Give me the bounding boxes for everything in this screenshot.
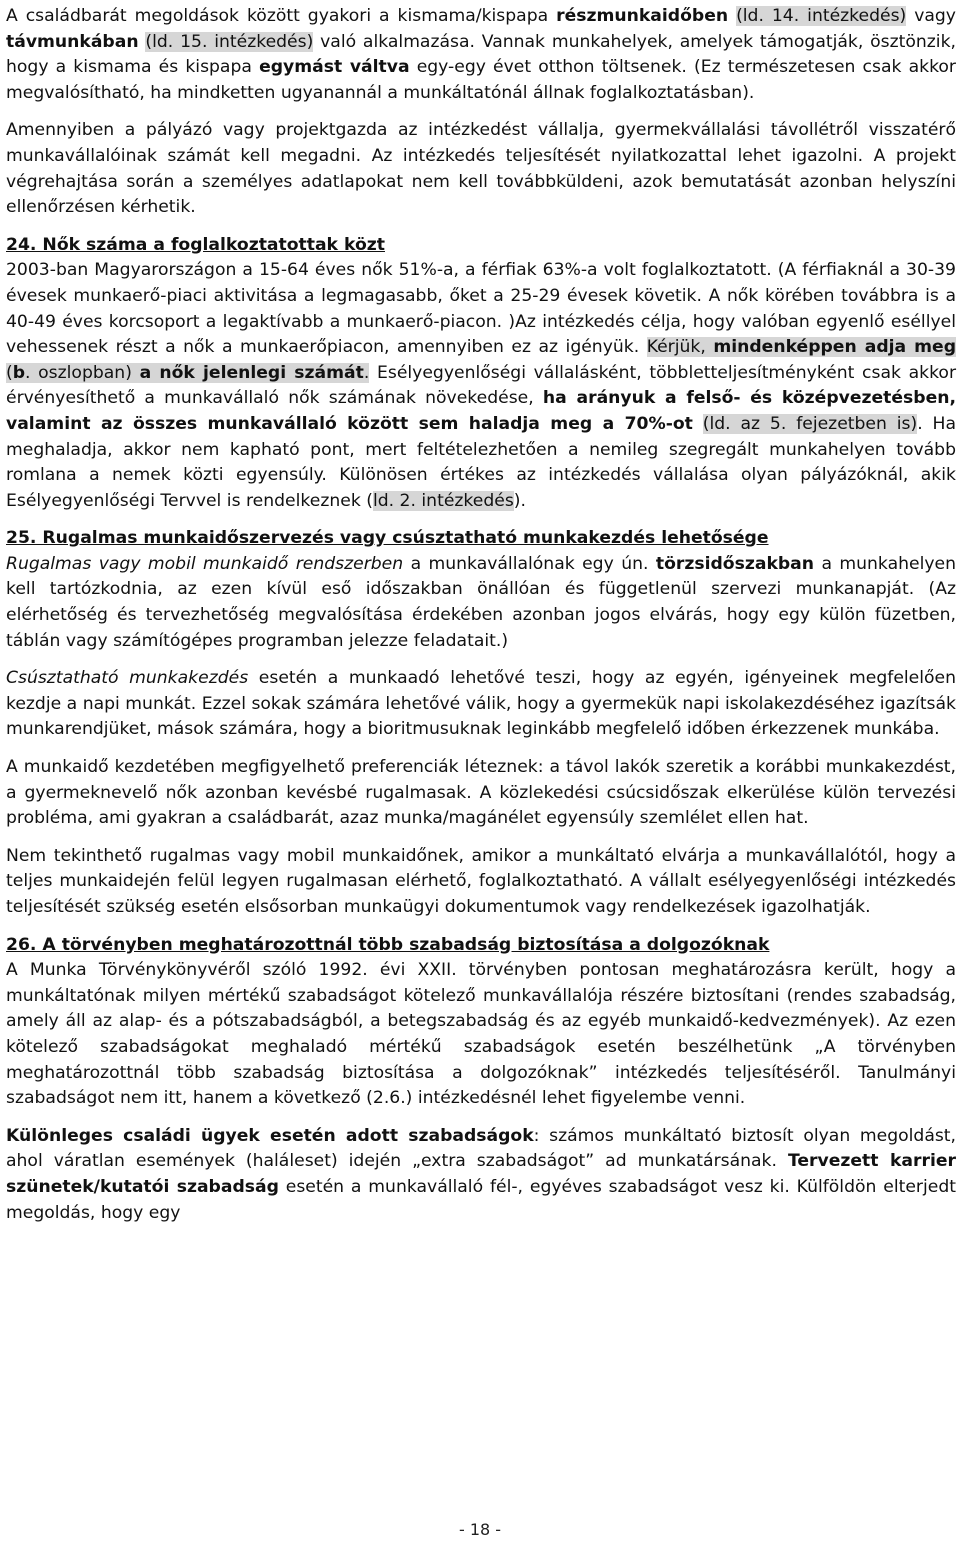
- highlight-instruction: . oszlopban): [25, 362, 140, 383]
- highlight-instruction: Kérjük,: [646, 337, 714, 358]
- bold-text: Tervezett karrier szünetek/kutatói szabadság: [6, 1151, 956, 1197]
- page-number: - 18 -: [458, 1520, 502, 1539]
- text: Esélyegyenlőségi vállalásként, többletteljesítményként csak akkor érvényesíthető a munkavállaló nők számának növekedése,: [6, 362, 957, 409]
- text: a munkavállalónak egy ún.: [403, 553, 656, 574]
- highlight-reference: (ld. az 5. fejezetben is): [702, 413, 918, 434]
- bold-text: részmunkaidőben: [556, 6, 729, 26]
- paragraph-special-leave: [6, 1124, 956, 1226]
- text: egy-egy évet otthon töltsenek. (Ez természetesen csak akkor megvalósítható, ha mindketten ugyanannál a munkáltatónál állnak foglalkoztatásban).: [6, 57, 956, 103]
- text: A családbarát megoldások között gyakori a kismama/kispapa: [6, 6, 557, 26]
- text: való alkalmazása. Vannak munkahelyek, amelyek támogatják, ösztönzik, hogy a kismama és kispapa: [6, 31, 956, 78]
- text: esetén a munkavállaló fél-, egyéves szabadságot vesz ki. Külföldön elterjedt megoldás, hogy egy: [6, 1176, 956, 1223]
- text: esetén a munkaadó lehetővé teszi, hogy az egyén, igényeinek megfelelően kezdje a napi munkát. Ezzel sokak számára lehetővé válik, hogy a gyermekük napi iskolakezdéséhez igazítsák munkarendjüket, mások számára, hogy a bioritmusuknak leginkább megfelelő időben érkezzenek munkába.: [6, 668, 956, 740]
- highlight-instruction-bold: b: [12, 362, 26, 383]
- text: ).: [513, 490, 526, 511]
- highlight-reference: ld. 2. intézkedés: [372, 490, 514, 511]
- section-heading-24: 24. Nők száma a foglalkoztatottak közt: [6, 234, 385, 255]
- section-heading-26: 26. A törvényben meghatározottnál több szabadság biztosítása a dolgozóknak: [6, 934, 770, 955]
- bold-text: egymást váltva: [259, 57, 410, 78]
- document-page: [6, 4, 956, 1226]
- paragraph-not-flexible: Nem tekinthető rugalmas vagy mobil munkaidőnek, amikor a munkáltató elvárja a munkavállalótól, hogy a teljes munkaidején felül legyen rugalmasan elérhető, foglalkoztatható. A vállalt esélyegyenlőségi intézkedés teljesítését szükség esetén elsősorban munkaügyi dokumentumok vagy rendelkezések igazolhatják.: [6, 845, 956, 917]
- text: 2003-ban Magyarországon a 15-64 éves nők 51%-a, a férfiak 63%-a volt foglalkoztatott. (A férfiaknál a 30-39 évesek munkaerő-piaci aktivitása a legmagasabb, őket a 25-29 évesek követik. A nők körében továbbra is a 40-49 éves korcsoport a legaktívabb a munkaerő-piacon. )Az intézkedés célja, hogy valóban egyenlő eséllyel vehessenek részt a nők a munkaerőpiacon, amennyiben ez az igényük.: [6, 260, 956, 358]
- highlight-instruction: (: [6, 362, 13, 383]
- paragraph-preferences: A munkaidő kezdetében megfigyelhető preferenciák léteznek: a távol lakók szeretik a korábbi munkakezdést, a gyermeknevelő nők azonban kevésbé rugalmasak. A közlekedési csúcsidőszak elkerülése külön tervezési probléma, ami gyakran a családbarát, azaz munka/magánélet egyensúly szemlélet ellen hat.: [6, 757, 956, 829]
- italic-term: Rugalmas vagy mobil munkaidő rendszerben: [6, 553, 404, 574]
- bold-text: törzsidőszakban: [655, 553, 815, 574]
- bold-text: távmunkában: [6, 31, 139, 52]
- text: : számos munkáltató biztosít olyan megoldást, ahol váratlan események (haláleset) idején „extra szabadságot” ad munkatársának.: [6, 1125, 957, 1172]
- text: [728, 6, 736, 26]
- section-heading-25: 25. Rugalmas munkaidőszervezés vagy csúsztatható munkakezdés lehetősége: [6, 528, 769, 549]
- highlight-reference: (ld. 15. intézkedés): [145, 31, 314, 52]
- paragraph-flexible-worktime: [6, 552, 956, 654]
- paragraph-women-employment: [6, 258, 956, 514]
- paragraph-applicant: Amennyiben a pályázó vagy projektgazda az intézkedést vállalja, gyermekvállalási távollétről visszatérő munkavállalóinak számát kell megadni. Az intézkedés teljesítését nyilatkozattal lehet igazolni. A projekt végrehajtása során a személyes adatlapokat nem kell továbbküldeni, azok bemutatását azonban helyszíni ellenőrzésen kérhetik.: [6, 120, 956, 218]
- highlight-instruction-bold: mindenképpen adja meg: [713, 337, 957, 358]
- highlight-instruction: .: [363, 362, 370, 383]
- text: a munkahelyen kell tartózkodnia, az ezen kívül eső időszakban önállóan és függetlenül szervezi munkanapját. (Az elérhetőség és tervezhetőség megvalósítása érdekében azonban jogos elvárás, hogy egy külön füzetben, táblán vagy számítógépes programban jelezze feladatait.): [6, 553, 956, 651]
- text: vagy: [906, 6, 956, 26]
- bold-text: Különleges családi ügyek esetén adott szabadságok: [6, 1125, 534, 1146]
- text: [693, 414, 703, 434]
- bold-text: ha arányuk a felső- és középvezetésben, valamint az összes munkavállaló között sem haladja meg a 70%-ot: [6, 388, 956, 434]
- highlight-reference: (ld. 14. intézkedés): [736, 6, 907, 26]
- text: . Ha meghaladja, akkor nem kapható pont, mert feltételezhetően a nemileg szegregált munkahelyen tovább romlana a nemek közti egyensúly. Különösen értékes az intézkedés vállalása olyan pályázóknál, akik Esélyegyenlőségi Tervvel is rendelkeznek (: [6, 413, 956, 511]
- paragraph-sliding-start: [6, 666, 956, 743]
- italic-term: Csúsztatható munkakezdés: [6, 668, 249, 689]
- highlight-instruction-bold: a nők jelenlegi számát: [139, 362, 364, 383]
- paragraph-family-friendly: [6, 4, 956, 106]
- paragraph-labour-code: A Munka Törvénykönyvéről szóló 1992. évi XXII. törvényben pontosan meghatározásra került, hogy a munkáltatónak milyen mértékű szabadságot kötelező munkavállalója részére biztosítani (rendes szabadság, amely áll az alap- és a pótszabadságból, a betegszabadság és az egyéb munkaidő-kedvezmények). Az ezen kötelező szabadságokat meghaladó mértékű szabadságok esetén beszélhetünk „A törvényben meghatározottnál több szabadság biztosítása a dolgozóknak” intézkedés teljesítéséről. Tanulmányi szabadságot nem itt, hanem a következő (2.6.) intézkedésnél lehet figyelembe venni.: [6, 960, 956, 1109]
